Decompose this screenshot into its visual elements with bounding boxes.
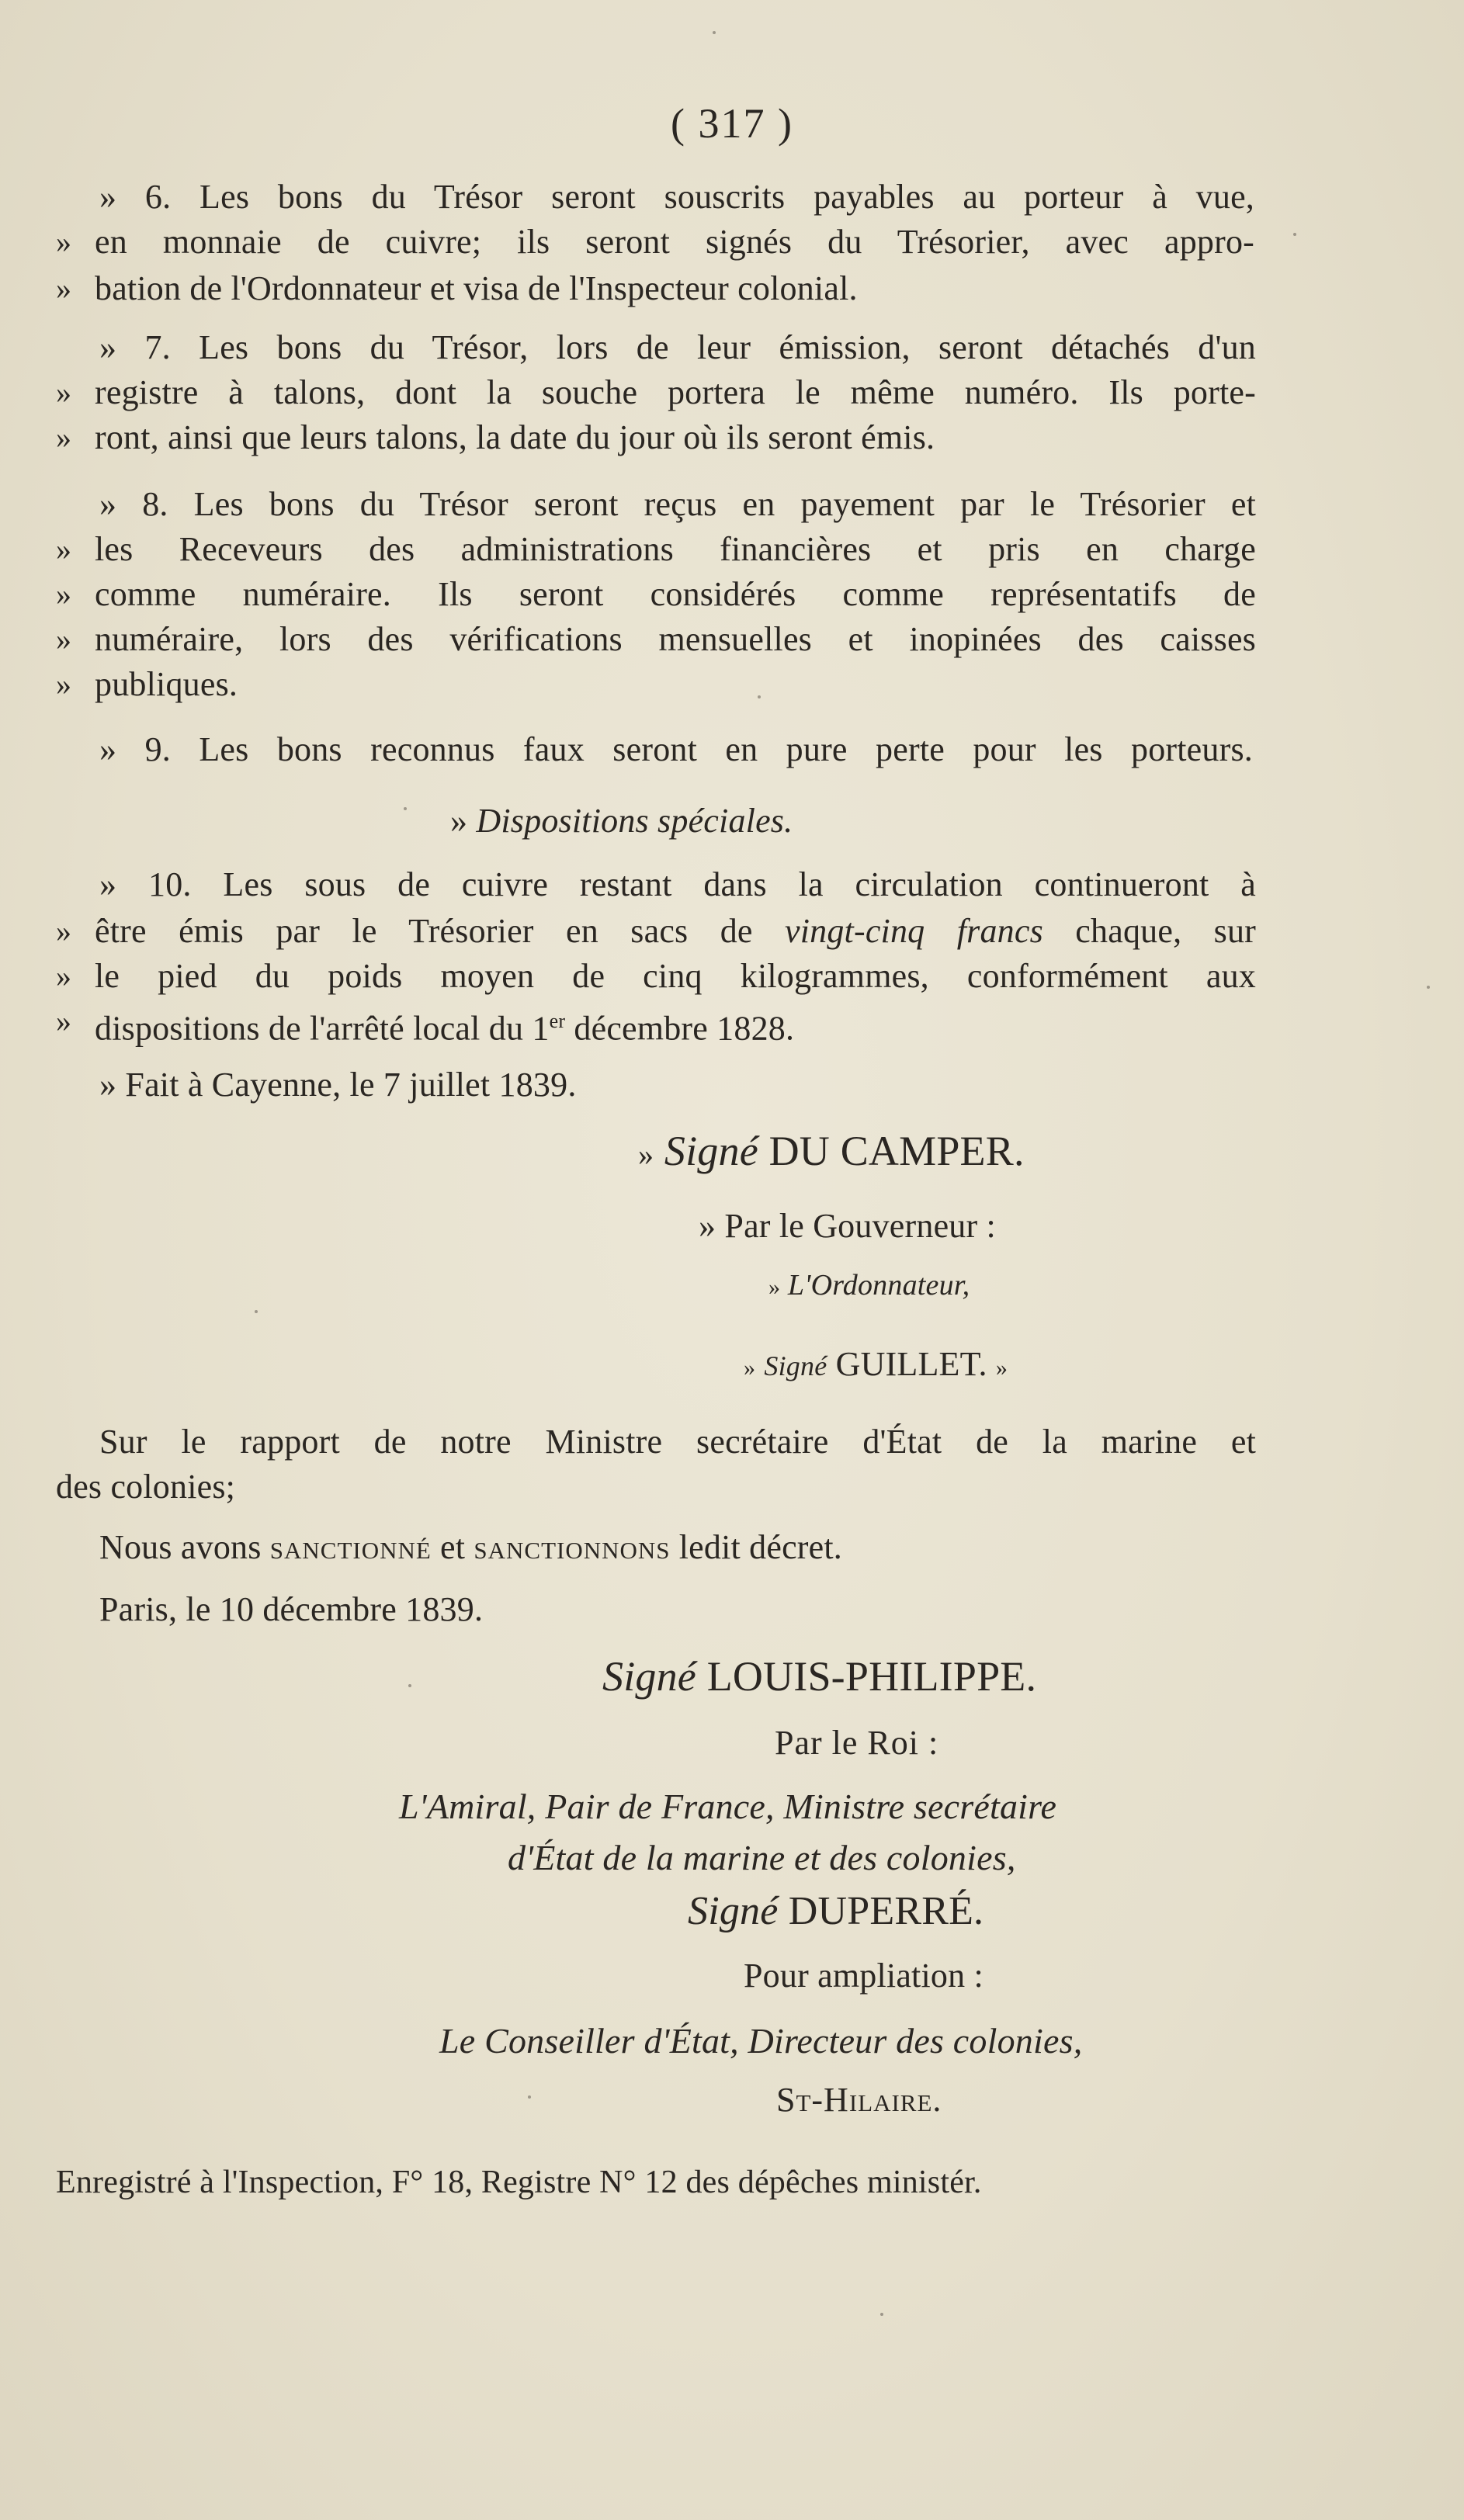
article-6-line-3: bation de l'Ordonnateur et visa de l'Inspecteur colonial. [95, 269, 858, 307]
sanction-text: et [431, 1528, 474, 1566]
paper-speck [528, 2095, 531, 2099]
signe-word: Signé [764, 1350, 827, 1381]
ordonnateur-line [768, 1263, 970, 1309]
sanction-text: Nous avons [99, 1528, 270, 1566]
article-10-line-2-end: chaque, sur [1042, 912, 1256, 950]
quote-mark: » [768, 1274, 781, 1300]
signatory-name: DU CAMPER. [768, 1128, 1025, 1174]
sanction-word: sanctionnons [474, 1528, 671, 1566]
superscript: er [549, 1010, 566, 1032]
paper-speck [408, 1684, 411, 1687]
sanction-line [99, 1526, 842, 1569]
article-7-line-1: » 7. Les bons du Trésor, lors de leur émission, seront détachés d'un [99, 328, 1256, 366]
quote-mark: » [56, 577, 71, 612]
signe-word: Signé [664, 1128, 758, 1174]
quote-mark: » [56, 420, 71, 455]
article-8-line-1: » 8. Les bons du Trésor seront reçus en payement par le Trésorier et [99, 485, 1256, 523]
quote-mark: » [56, 532, 71, 567]
paper-speck [1427, 986, 1430, 989]
quote-mark: » [450, 802, 468, 840]
quote-mark: » [56, 622, 71, 657]
amiral-line-1: L'Amiral, Pair de France, Ministre secrétaire [399, 1787, 1057, 1826]
page-number: ( 317 ) [671, 100, 793, 147]
paper-speck [713, 31, 716, 34]
paper-speck [758, 695, 761, 698]
quote-mark: » [995, 1355, 1008, 1381]
quote-mark: » [638, 1137, 654, 1172]
by-governor-line: » Par le Gouverneur : [699, 1207, 996, 1245]
paper-speck [255, 1310, 258, 1313]
article-10-line-4-part: dispositions de l'arrêté local du 1 [95, 1009, 550, 1048]
article-10-line-4-end: décembre 1828. [565, 1009, 795, 1048]
article-10-line-4 [95, 1000, 794, 1051]
conseiller-line: Le Conseiller d'État, Directeur des colonies, [439, 2021, 1083, 2061]
article-8-line-4: numéraire, lors des vérifications mensuelles et inopinées des caisses [95, 620, 1256, 658]
report-line-1: Sur le rapport de notre Ministre secrétaire d'État de la marine et [99, 1423, 1256, 1461]
article-7-line-2: registre à talons, dont la souche portera le même numéro. Ils porte- [95, 373, 1256, 411]
ordonnateur-title: L'Ordonnateur, [787, 1269, 970, 1302]
section-heading-text: Dispositions spéciales. [476, 802, 793, 840]
article-10-line-2-part: être émis par le Trésorier en sacs de [95, 912, 785, 950]
paris-date-line: Paris, le 10 décembre 1839. [99, 1590, 484, 1628]
sanction-text: ledit décret. [670, 1528, 842, 1566]
signature-du-camper [638, 1125, 1025, 1180]
paper-speck [880, 2313, 883, 2316]
ampliation-line: Pour ampliation : [744, 1957, 984, 1995]
section-heading [450, 799, 793, 843]
paper-speck [404, 807, 407, 810]
signe-word: Signé [602, 1653, 696, 1700]
signature-duperre [688, 1886, 984, 1937]
quote-mark: » [56, 1003, 71, 1038]
article-8-line-5: publiques. [95, 665, 238, 703]
article-10-amount: vingt-cinq francs [785, 912, 1043, 950]
quote-mark: » [744, 1355, 756, 1381]
article-9-line-1: » 9. Les bons reconnus faux seront en pure perte pour les porteurs. [99, 730, 1253, 768]
report-line-2: des colonies; [56, 1468, 236, 1506]
article-10-line-2 [95, 910, 1256, 953]
article-10-line-1: » 10. Les sous de cuivre restant dans la circulation continueront à [99, 865, 1256, 903]
article-10-line-3: le pied du poids moyen de cinq kilogrammes, conformément aux [95, 957, 1256, 995]
quote-mark: » [56, 958, 71, 993]
quote-mark: » [56, 667, 71, 702]
signature-guillet [744, 1343, 1008, 1390]
article-6-line-2: en monnaie de cuivre; ils seront signés du Trésorier, avec appro- [95, 223, 1254, 261]
article-8-line-3: comme numéraire. Ils seront considérés comme représentatifs de [95, 575, 1256, 613]
quote-mark: » [56, 375, 71, 410]
signature-louis-philippe [602, 1650, 1036, 1703]
st-hilaire-line: St-Hilaire. [776, 2081, 942, 2119]
quote-mark: » [56, 271, 71, 306]
quote-mark: » [56, 913, 71, 948]
sanction-word: sanctionné [269, 1528, 432, 1566]
by-king-line: Par le Roi : [775, 1724, 939, 1762]
registration-line: Enregistré à l'Inspection, F° 18, Registre N° 12 des dépêches ministér. [56, 2165, 982, 2200]
signe-word: Signé [688, 1889, 779, 1933]
paper-speck [1293, 233, 1296, 236]
article-8-line-2: les Receveurs des administrations financières et pris en charge [95, 530, 1256, 568]
signatory-name: DUPERRÉ. [788, 1889, 984, 1933]
amiral-line-2: d'État de la marine et des colonies, [508, 1838, 1016, 1877]
article-7-line-3: ront, ainsi que leurs talons, la date du jour où ils seront émis. [95, 418, 935, 456]
signatory-name: GUILLET. [835, 1345, 987, 1383]
quote-mark: » [56, 224, 71, 259]
place-date-line: » Fait à Cayenne, le 7 juillet 1839. [99, 1066, 577, 1104]
signatory-name: LOUIS-PHILIPPE. [706, 1653, 1037, 1700]
article-6-line-1: » 6. Les bons du Trésor seront souscrits payables au porteur à vue, [99, 178, 1254, 216]
